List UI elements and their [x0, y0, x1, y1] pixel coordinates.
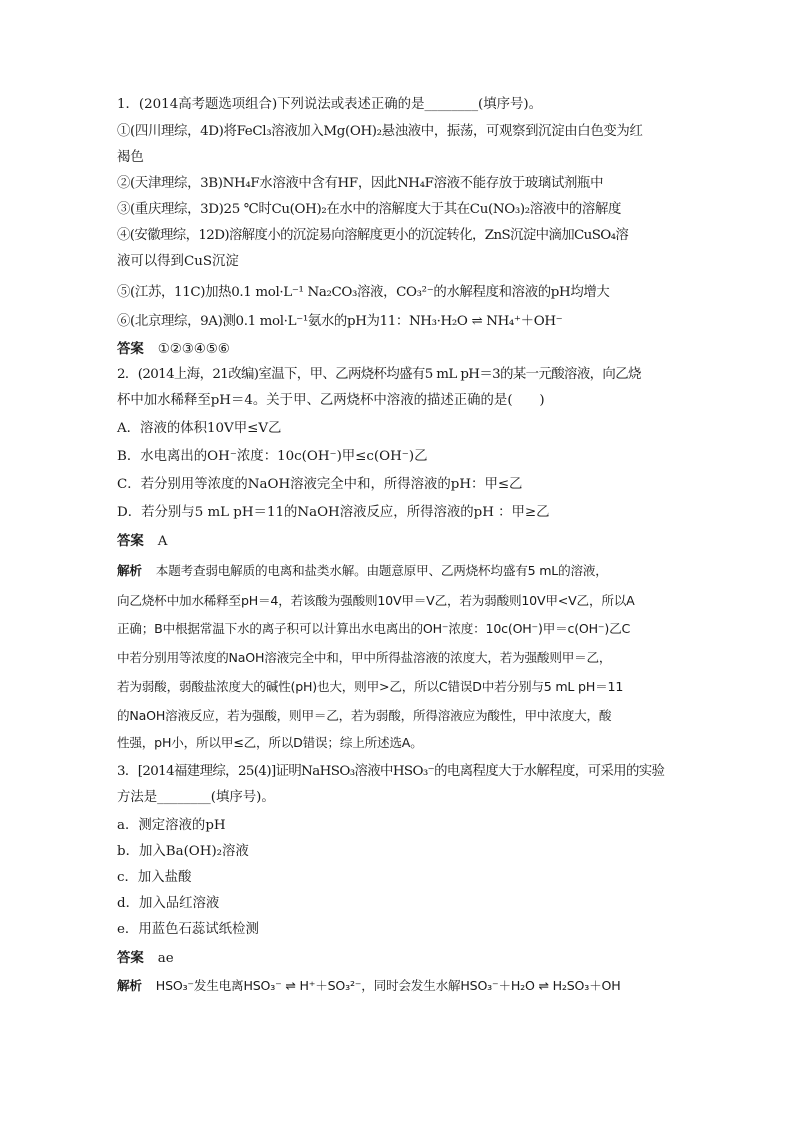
q2-analysis-line-3: 正确；B中根据常温下水的离子积可以计算出水电离出的OH⁻浓度：10c(OH⁻)甲＝c(OH⁻)乙C [117, 621, 631, 636]
q2-analysis-line-2: 向乙烧杯中加水稀释至pH＝4，若该酸为强酸则10V甲＝V乙，若为弱酸则10V甲<V乙，所以A [117, 593, 635, 608]
q1-option-4-line-1: ④(安徽理综，12D)溶解度小的沉淀易向溶解度更小的沉淀转化，ZnS沉淀中滴加CuSO₄溶 [117, 228, 629, 243]
q2-analysis-line-1: 解析 本题考查弱电解质的电离和盐类水解。由题意原甲、乙两烧杯均盛有5 mL的溶液， [117, 563, 608, 578]
answer-value: ae [157, 951, 174, 966]
q1-option-4-line-2: 液可以得到CuS沉淀 [117, 254, 239, 269]
answer-label: 答案 [117, 950, 144, 966]
q1-option-1-line-1: ①(四川理综，4D)将FeCl₃溶液加入Mg(OH)₂悬浊液中，振荡，可观察到沉淀由白色变为红 [117, 124, 643, 139]
q3-analysis-line-1: 解析 HSO₃⁻发生电离HSO₃⁻ ⇌ H⁺＋SO₃²⁻，同时会发生水解HSO₃⁻＋H₂O ⇌ H₂SO₃＋OH [117, 978, 621, 993]
q2-stem-line-1: 2．(2014上海，21改编)室温下，甲、乙两烧杯均盛有5 mL pH＝3的某一元酸溶液，向乙烧 [117, 367, 641, 382]
q3-option-a: a．测定溶液的pH [117, 818, 226, 833]
q1-answer [117, 340, 230, 358]
q1-option-6: ⑥(北京理综，9A)测0.1 mol·L⁻¹氨水的pH为11：NH₃·H₂O ⇌ NH₄⁺＋OH⁻ [117, 314, 563, 329]
q2-option-d: D．若分别与5 mL pH＝11的NaOH溶液反应，所得溶液的pH ：甲≥乙 [117, 505, 550, 520]
q3-option-b: b．加入Ba(OH)₂溶液 [117, 844, 249, 859]
answer-label: 答案 [117, 341, 144, 357]
analysis-label: 解析 [117, 978, 142, 993]
q2-analysis-line-6: 的NaOH溶液反应，若为强酸，则甲＝乙，若为弱酸，所得溶液应为酸性，甲中浓度大，酸 [117, 708, 612, 723]
q1-option-5: ⑤(江苏，11C)加热0.1 mol·L⁻¹ Na₂CO₃溶液，CO₃²⁻的水解程度和溶液的pH均增大 [117, 285, 610, 300]
q3-stem-line-2: 方法是________(填序号)。 [117, 790, 275, 805]
q1-stem: 1．(2014高考题选项组合)下列说法或表述正确的是________(填序号)。 [117, 97, 543, 112]
q3-option-d: d．加入品红溶液 [117, 896, 220, 911]
q2-analysis-line-4: 中若分别用等浓度的NaOH溶液完全中和，甲中所得盐溶液的浓度大，若为强酸则甲＝乙， [117, 650, 612, 665]
q2-option-b: B．水电离出的OH⁻浓度：10c(OH⁻)甲≤c(OH⁻)乙 [117, 449, 428, 464]
q3-answer [117, 949, 174, 967]
answer-label: 答案 [117, 533, 144, 549]
q1-option-2: ②(天津理综，3B)NH₄F水溶液中含有HF，因此NH₄F溶液不能存放于玻璃试剂瓶中 [117, 176, 604, 191]
q1-option-3: ③(重庆理综，3D)25 ℃时Cu(OH)₂在水中的溶解度大于其在Cu(NO₃)₂溶液中的溶解度 [117, 202, 622, 217]
q2-stem-line-2: 杯中加水稀释至pH＝4。关于甲、乙两烧杯中溶液的描述正确的是( ) [117, 393, 545, 408]
q3-option-e: e．用蓝色石蕊试纸检测 [117, 922, 259, 937]
q1-option-1-line-2: 褐色 [117, 150, 144, 165]
q2-analysis-line-7: 性强，pH小，所以甲≤乙，所以D错误；综上所述选A。 [117, 735, 423, 750]
answer-value: ①②③④⑤⑥ [157, 342, 230, 357]
q3-option-c: c．加入盐酸 [117, 870, 192, 885]
q2-option-c: C．若分别用等浓度的NaOH溶液完全中和，所得溶液的pH：甲≤乙 [117, 477, 523, 492]
q2-option-a: A．溶液的体积10V甲≤V乙 [117, 421, 282, 436]
q3-stem-line-1: 3．[2014福建理综，25(4)]证明NaHSO₃溶液中HSO₃⁻的电离程度大于水解程度，可采用的实验 [117, 764, 665, 779]
q2-analysis-line-5: 若为弱酸，弱酸盐浓度大的碱性(pH)也大，则甲>乙，所以C错误D中若分别与5 mL pH＝11 [117, 679, 624, 694]
q2-answer [117, 532, 167, 550]
answer-value: A [157, 534, 168, 549]
analysis-label: 解析 [117, 563, 142, 578]
